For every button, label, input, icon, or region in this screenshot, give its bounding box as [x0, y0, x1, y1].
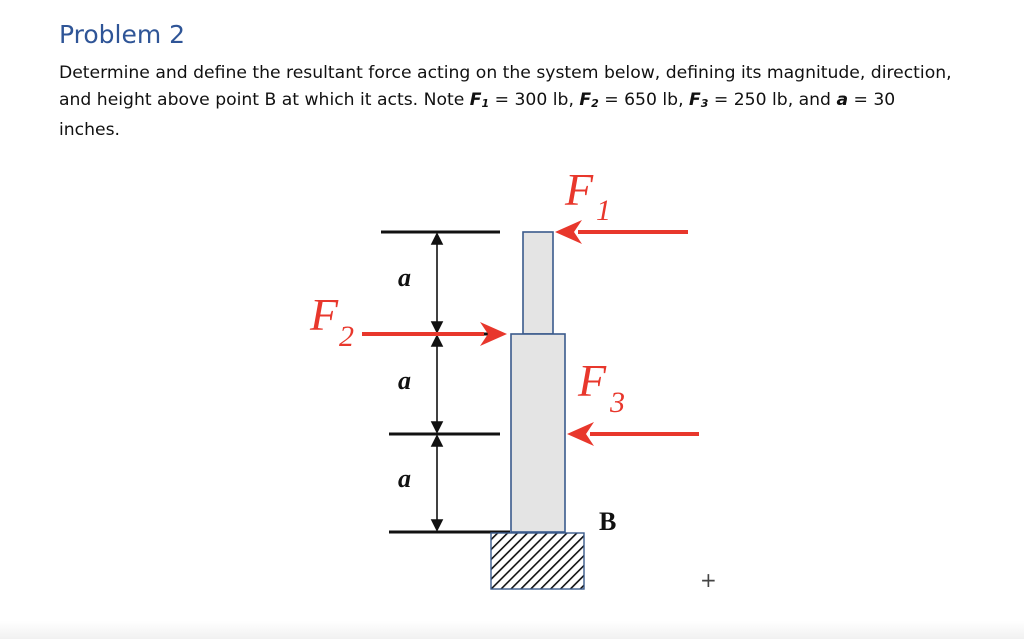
f3-label: F — [578, 355, 607, 406]
page-title: Problem 2 — [59, 20, 186, 49]
crosshair-cursor-icon: + — [700, 568, 717, 592]
f1-symbol: $F_1$ — [469, 90, 490, 110]
force-f3-arrow — [567, 422, 699, 446]
statement-line-2-intro: and height above point B at which it acts. Note — [59, 90, 470, 110]
f2-label-sub: 2 — [339, 320, 354, 353]
post-upper — [523, 232, 553, 334]
bottom-edge-band — [0, 621, 1024, 639]
dim-label-a-2: a — [398, 366, 411, 395]
f3-label-sub: 3 — [610, 386, 625, 419]
dim-label-a-3: a — [398, 464, 411, 493]
f1-label: F — [565, 164, 594, 215]
f2-symbol: $F_2$ — [579, 90, 599, 110]
dimension-arrows — [432, 234, 442, 530]
force-f1-arrow — [555, 220, 688, 244]
f3-symbol: $F_3$ — [689, 90, 709, 110]
statement-line-1: Determine and define the resultant force acting on the system below, defining its magnitude, direction, — [59, 63, 952, 83]
f3-value: = 250 lb, and — [708, 90, 837, 110]
post-lower — [511, 334, 565, 532]
f1-label-sub: 1 — [596, 194, 611, 227]
f2-label: F — [310, 289, 339, 340]
dim-label-a-1: a — [398, 263, 411, 292]
point-b-label: B — [599, 507, 617, 536]
f1-value: = 300 lb, — [489, 90, 580, 110]
a-value: = 30 inches. — [59, 90, 896, 140]
f2-value: = 650 lb, — [598, 90, 690, 110]
a-symbol: a — [836, 90, 849, 110]
fixed-support — [491, 533, 584, 589]
